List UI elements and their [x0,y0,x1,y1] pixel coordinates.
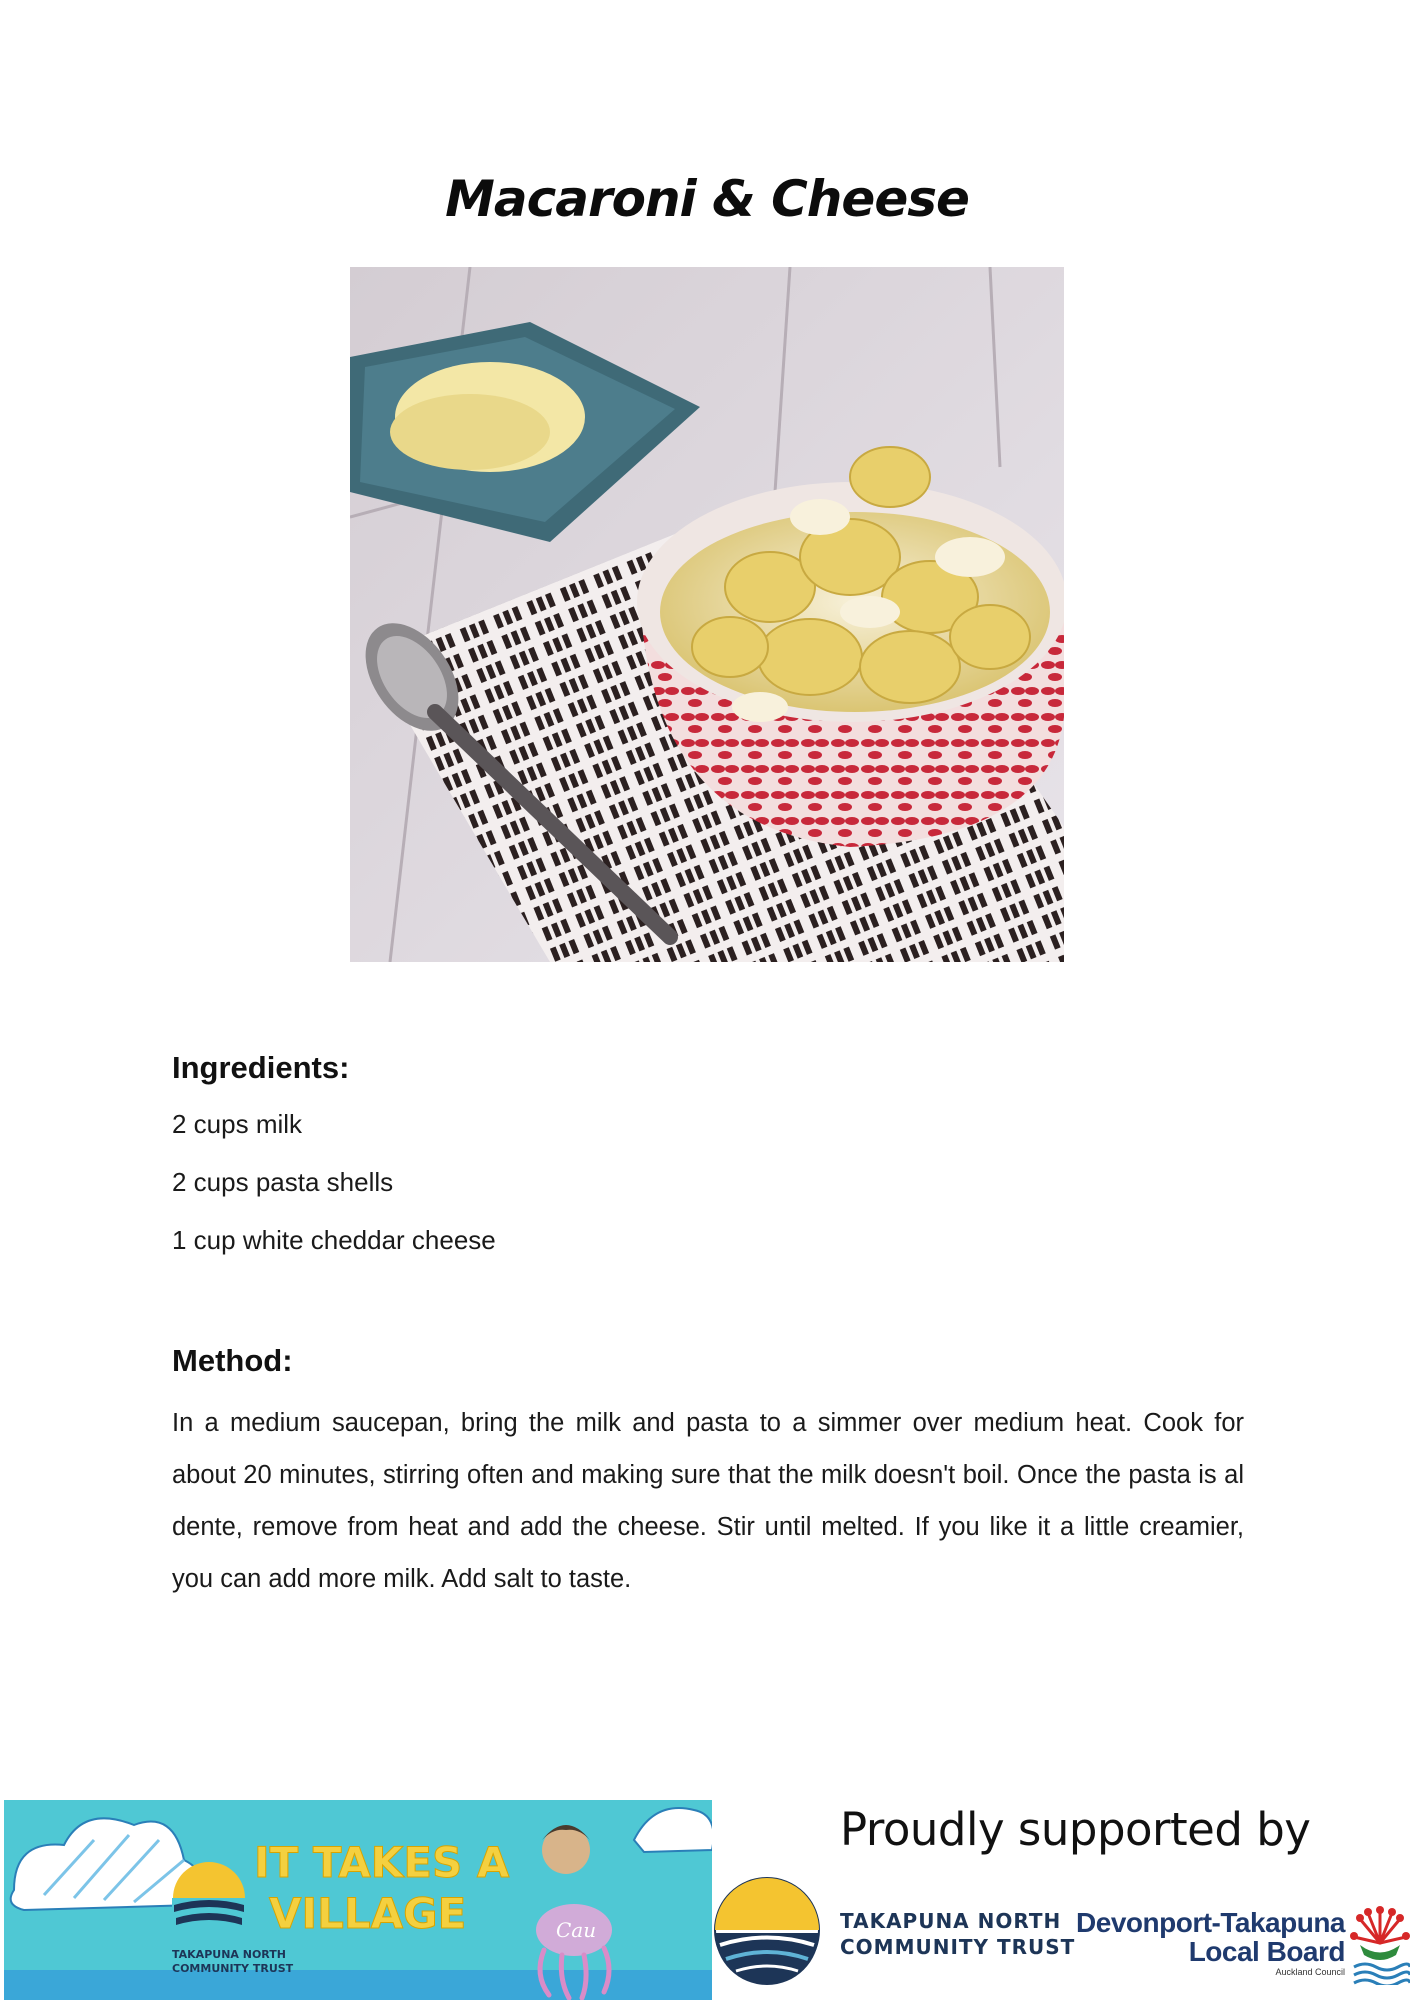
ingredient-item: 1 cup white cheddar cheese [172,1225,496,1255]
trust-line1: TAKAPUNA NORTH [840,1909,1062,1933]
ingredients-heading: Ingredients: [172,1050,350,1085]
banner-org-line1: TAKAPUNA NORTH [172,1948,286,1961]
ingredient-item: 2 cups pasta shells [172,1167,394,1197]
trust-logo-icon [712,1875,822,1985]
supported-by-text: Proudly supported by [840,1803,1311,1856]
recipe-title: Macaroni & Cheese [445,170,969,228]
local-board-name [1075,1908,1345,1978]
method-heading: Method: [172,1343,293,1378]
banner-org-line2: COMMUNITY TRUST [172,1962,294,1975]
method-text: In a medium saucepan, bring the milk and pasta to a simmer over medium heat. Cook for about 20 minutes, stirring often and making sure that the milk doesn't boil. Once the pasta is al dente, remove from heat and add the cheese. Stir until melted. If you like it a little creamier, you can add more milk. Add salt to taste. [172,1409,1244,1593]
village-banner [4,1780,712,2000]
board-line3: Auckland Council [1275,1967,1345,1977]
mascot-text: Cau [556,1918,597,1942]
trust-name [840,1908,1075,1960]
ingredient-item: 2 cups milk [172,1109,303,1139]
board-line2: Local Board [1188,1936,1345,1967]
ingredients-list [172,1105,496,1279]
banner-title-line1: IT TAKES A [254,1838,510,1887]
banner-title-line2: VILLAGE [269,1889,467,1938]
recipe-photo [350,267,1064,962]
trust-line2: COMMUNITY TRUST [840,1935,1076,1959]
board-line1: Devonport-Takapuna [1076,1907,1345,1938]
pohutukawa-flower-icon [1350,1905,1410,1985]
